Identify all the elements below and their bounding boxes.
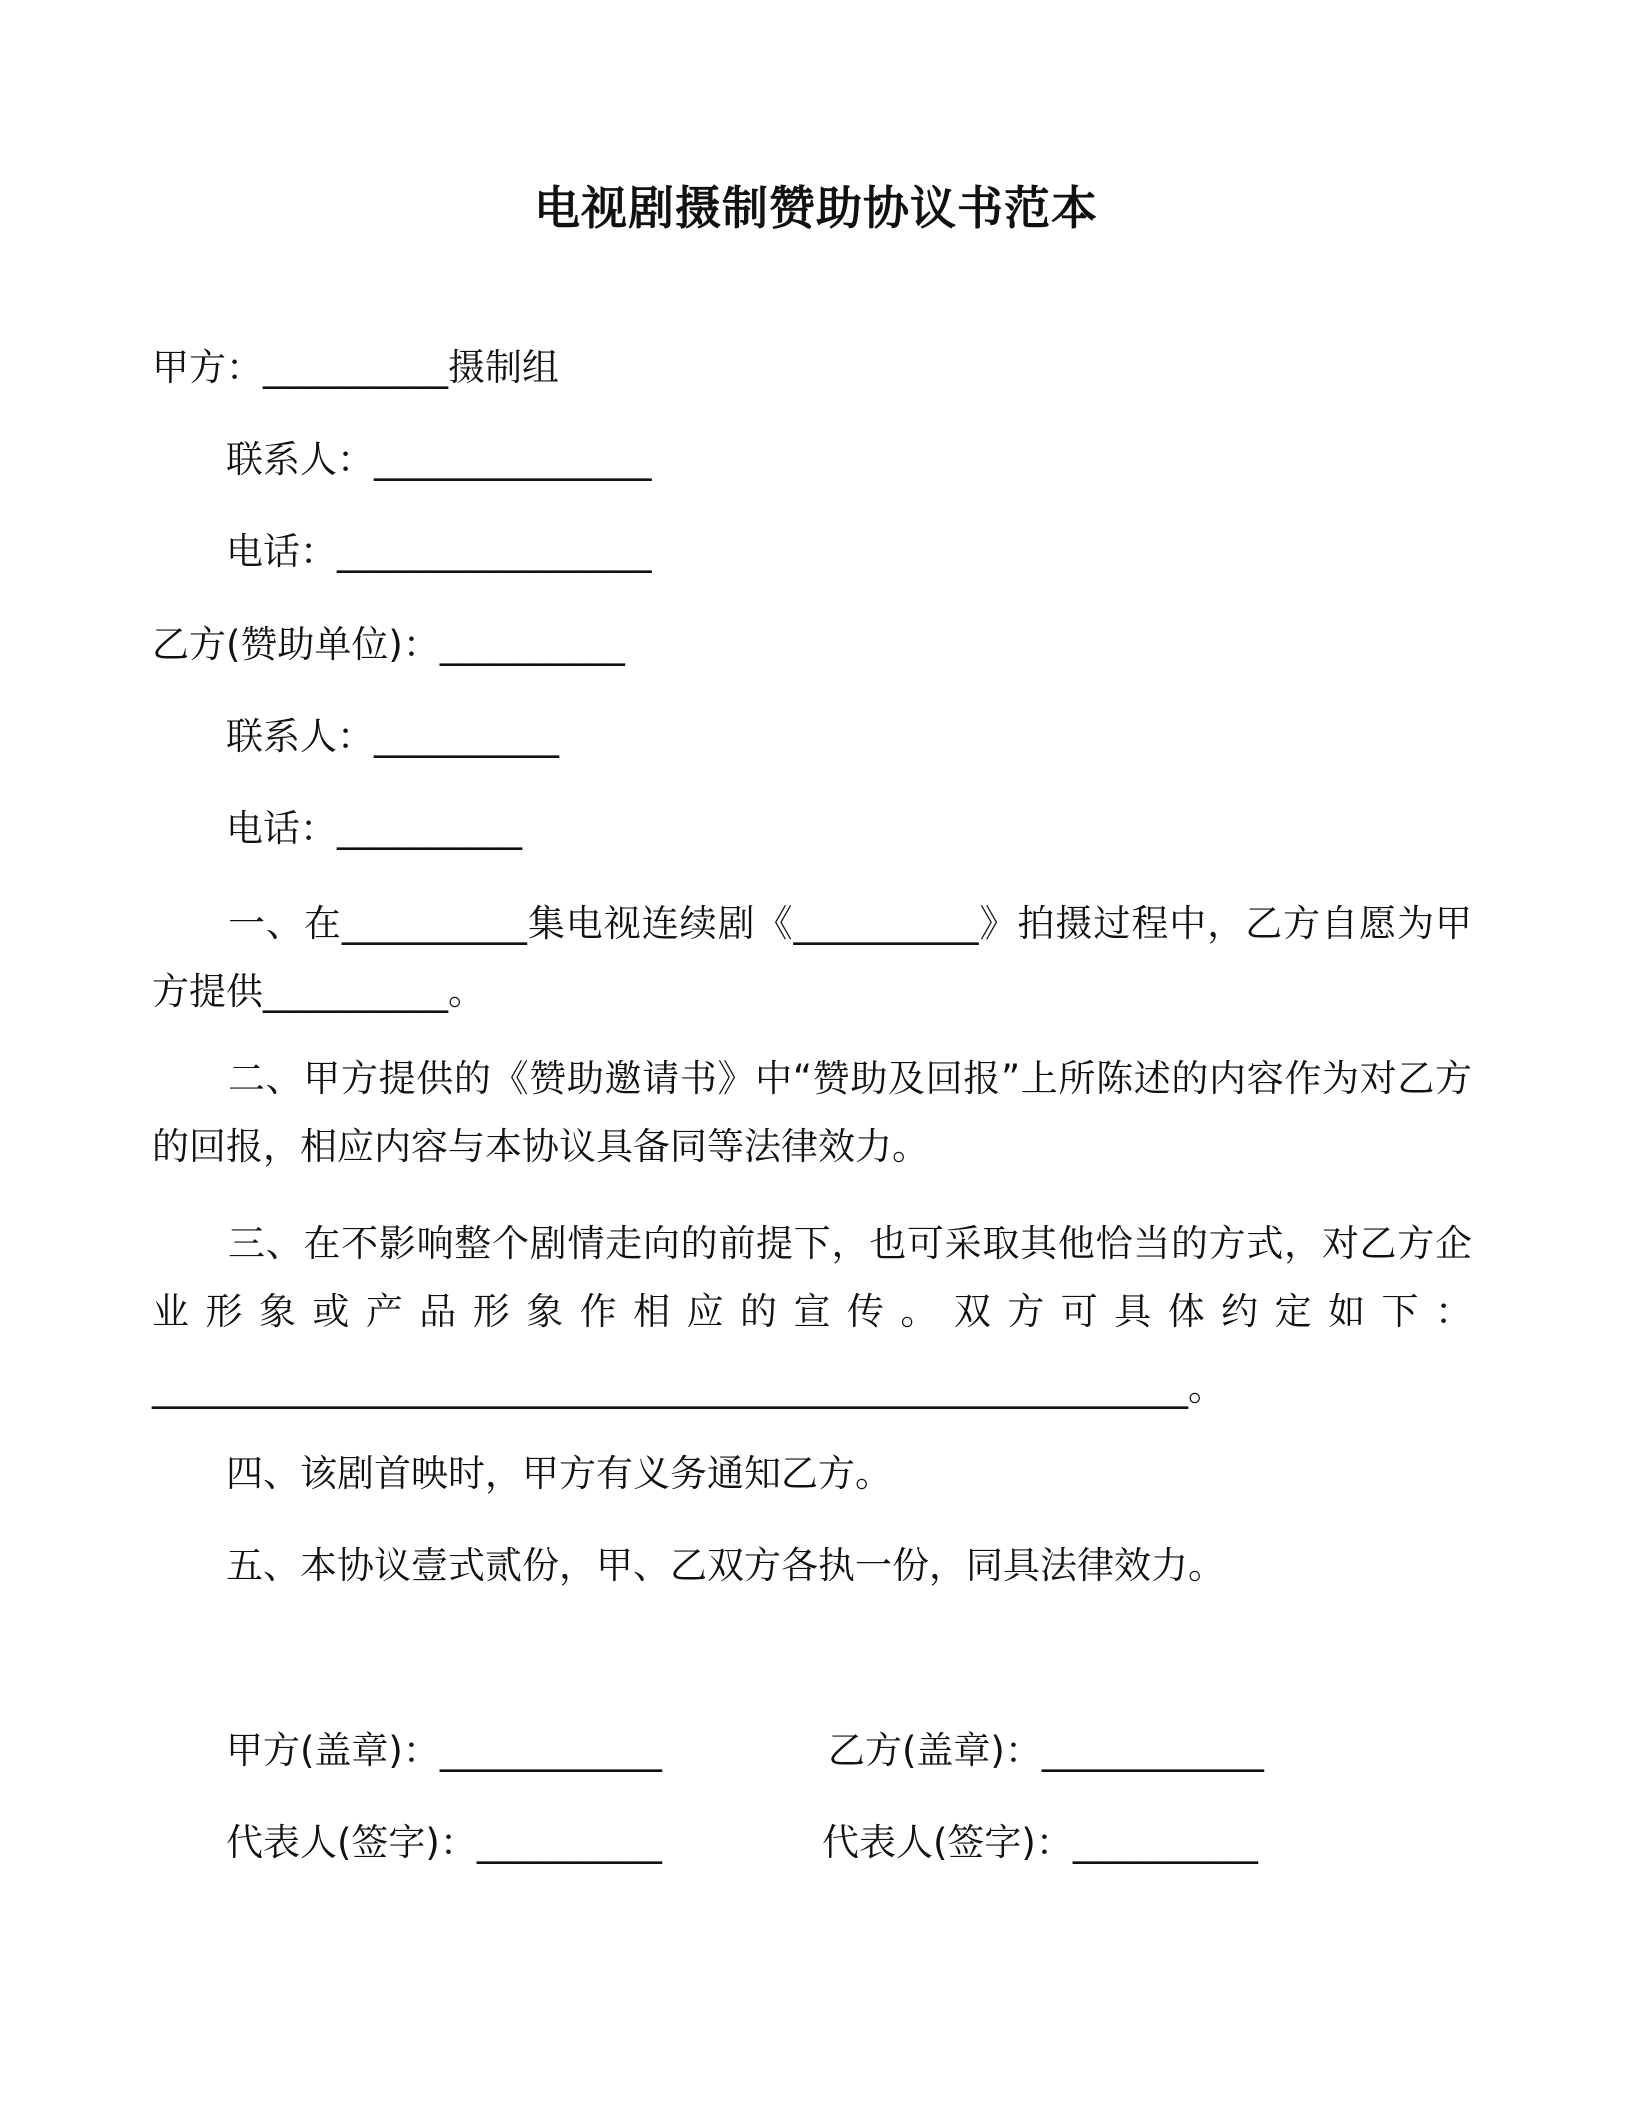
party-b-representative: 代表人(签字)：__________ xyxy=(822,1821,1258,1864)
party-a-seal: 甲方(盖章)：____________ xyxy=(226,1729,662,1772)
party-a-representative: 代表人(签字)：__________ xyxy=(226,1821,662,1864)
clause-3-blank: ________________________________________________________。 xyxy=(152,1366,1225,1409)
clause-1: 一、在__________集电视连续剧《__________》拍摄过程中，乙方自愿为甲方提供__________。 xyxy=(152,902,1472,1013)
document-title: 电视剧摄制赞助协议书范本 xyxy=(534,181,1098,235)
party-b-contact: 联系人：__________ xyxy=(226,715,559,758)
party-b-phone: 电话：__________ xyxy=(226,807,522,850)
clause-2: 二、甲方提供的《赞助邀请书》中“赞助及回报”上所陈述的内容作为对乙方的回报，相应内容与本协议具备同等法律效力。 xyxy=(152,1057,1472,1168)
party-b-line: 乙方(赞助单位)：__________ xyxy=(152,623,625,666)
party-a-phone: 电话：_________________ xyxy=(226,530,652,573)
clause-3: 三、在不影响整个剧情走向的前提下，也可采取其他恰当的方式，对乙方企业形象或产品形象作相应的宣传。双方可具体约定如下： xyxy=(152,1222,1472,1333)
party-a-contact: 联系人：_______________ xyxy=(226,438,652,481)
clause-4: 四、该剧首映时，甲方有义务通知乙方。 xyxy=(226,1452,892,1495)
clause-5: 五、本协议壹式贰份，甲、乙双方各执一份，同具法律效力。 xyxy=(226,1544,1225,1587)
party-a-line: 甲方：__________摄制组 xyxy=(152,346,559,389)
party-b-seal: 乙方(盖章)：____________ xyxy=(828,1729,1264,1772)
